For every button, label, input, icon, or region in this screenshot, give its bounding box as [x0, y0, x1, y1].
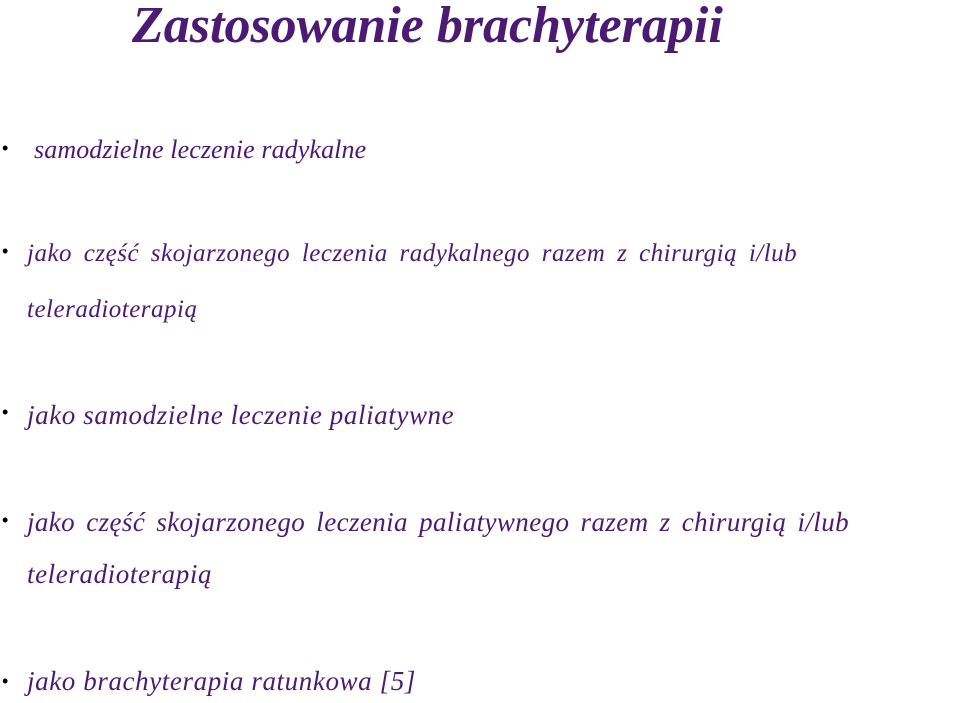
- slide-title: Zastosowanie brachyterapii: [132, 0, 723, 54]
- bullet-dot-icon: •: [2, 138, 9, 158]
- bullet-text: jako brachyterapia ratunkowa [5]: [27, 666, 416, 696]
- bullet-text: jako część skojarzonego leczenia paliatywnego razem z chirurgią i/lub: [27, 507, 849, 537]
- bullet-dot-icon: •: [2, 671, 9, 691]
- bullet-text: jako samodzielne leczenie paliatywne: [27, 400, 455, 430]
- bullet-dot-icon: •: [2, 402, 9, 422]
- bullet-dot-icon: •: [2, 241, 9, 261]
- bullet-text-continuation: teleradioterapią: [27, 296, 198, 323]
- bullet-dot-icon: •: [2, 510, 9, 530]
- bullet-text: samodzielne leczenie radykalne: [34, 135, 367, 164]
- bullet-text-continuation: teleradioterapią: [27, 559, 213, 589]
- bullet-text: jako część skojarzonego leczenia radykalnego razem z chirurgią i/lub: [27, 240, 798, 267]
